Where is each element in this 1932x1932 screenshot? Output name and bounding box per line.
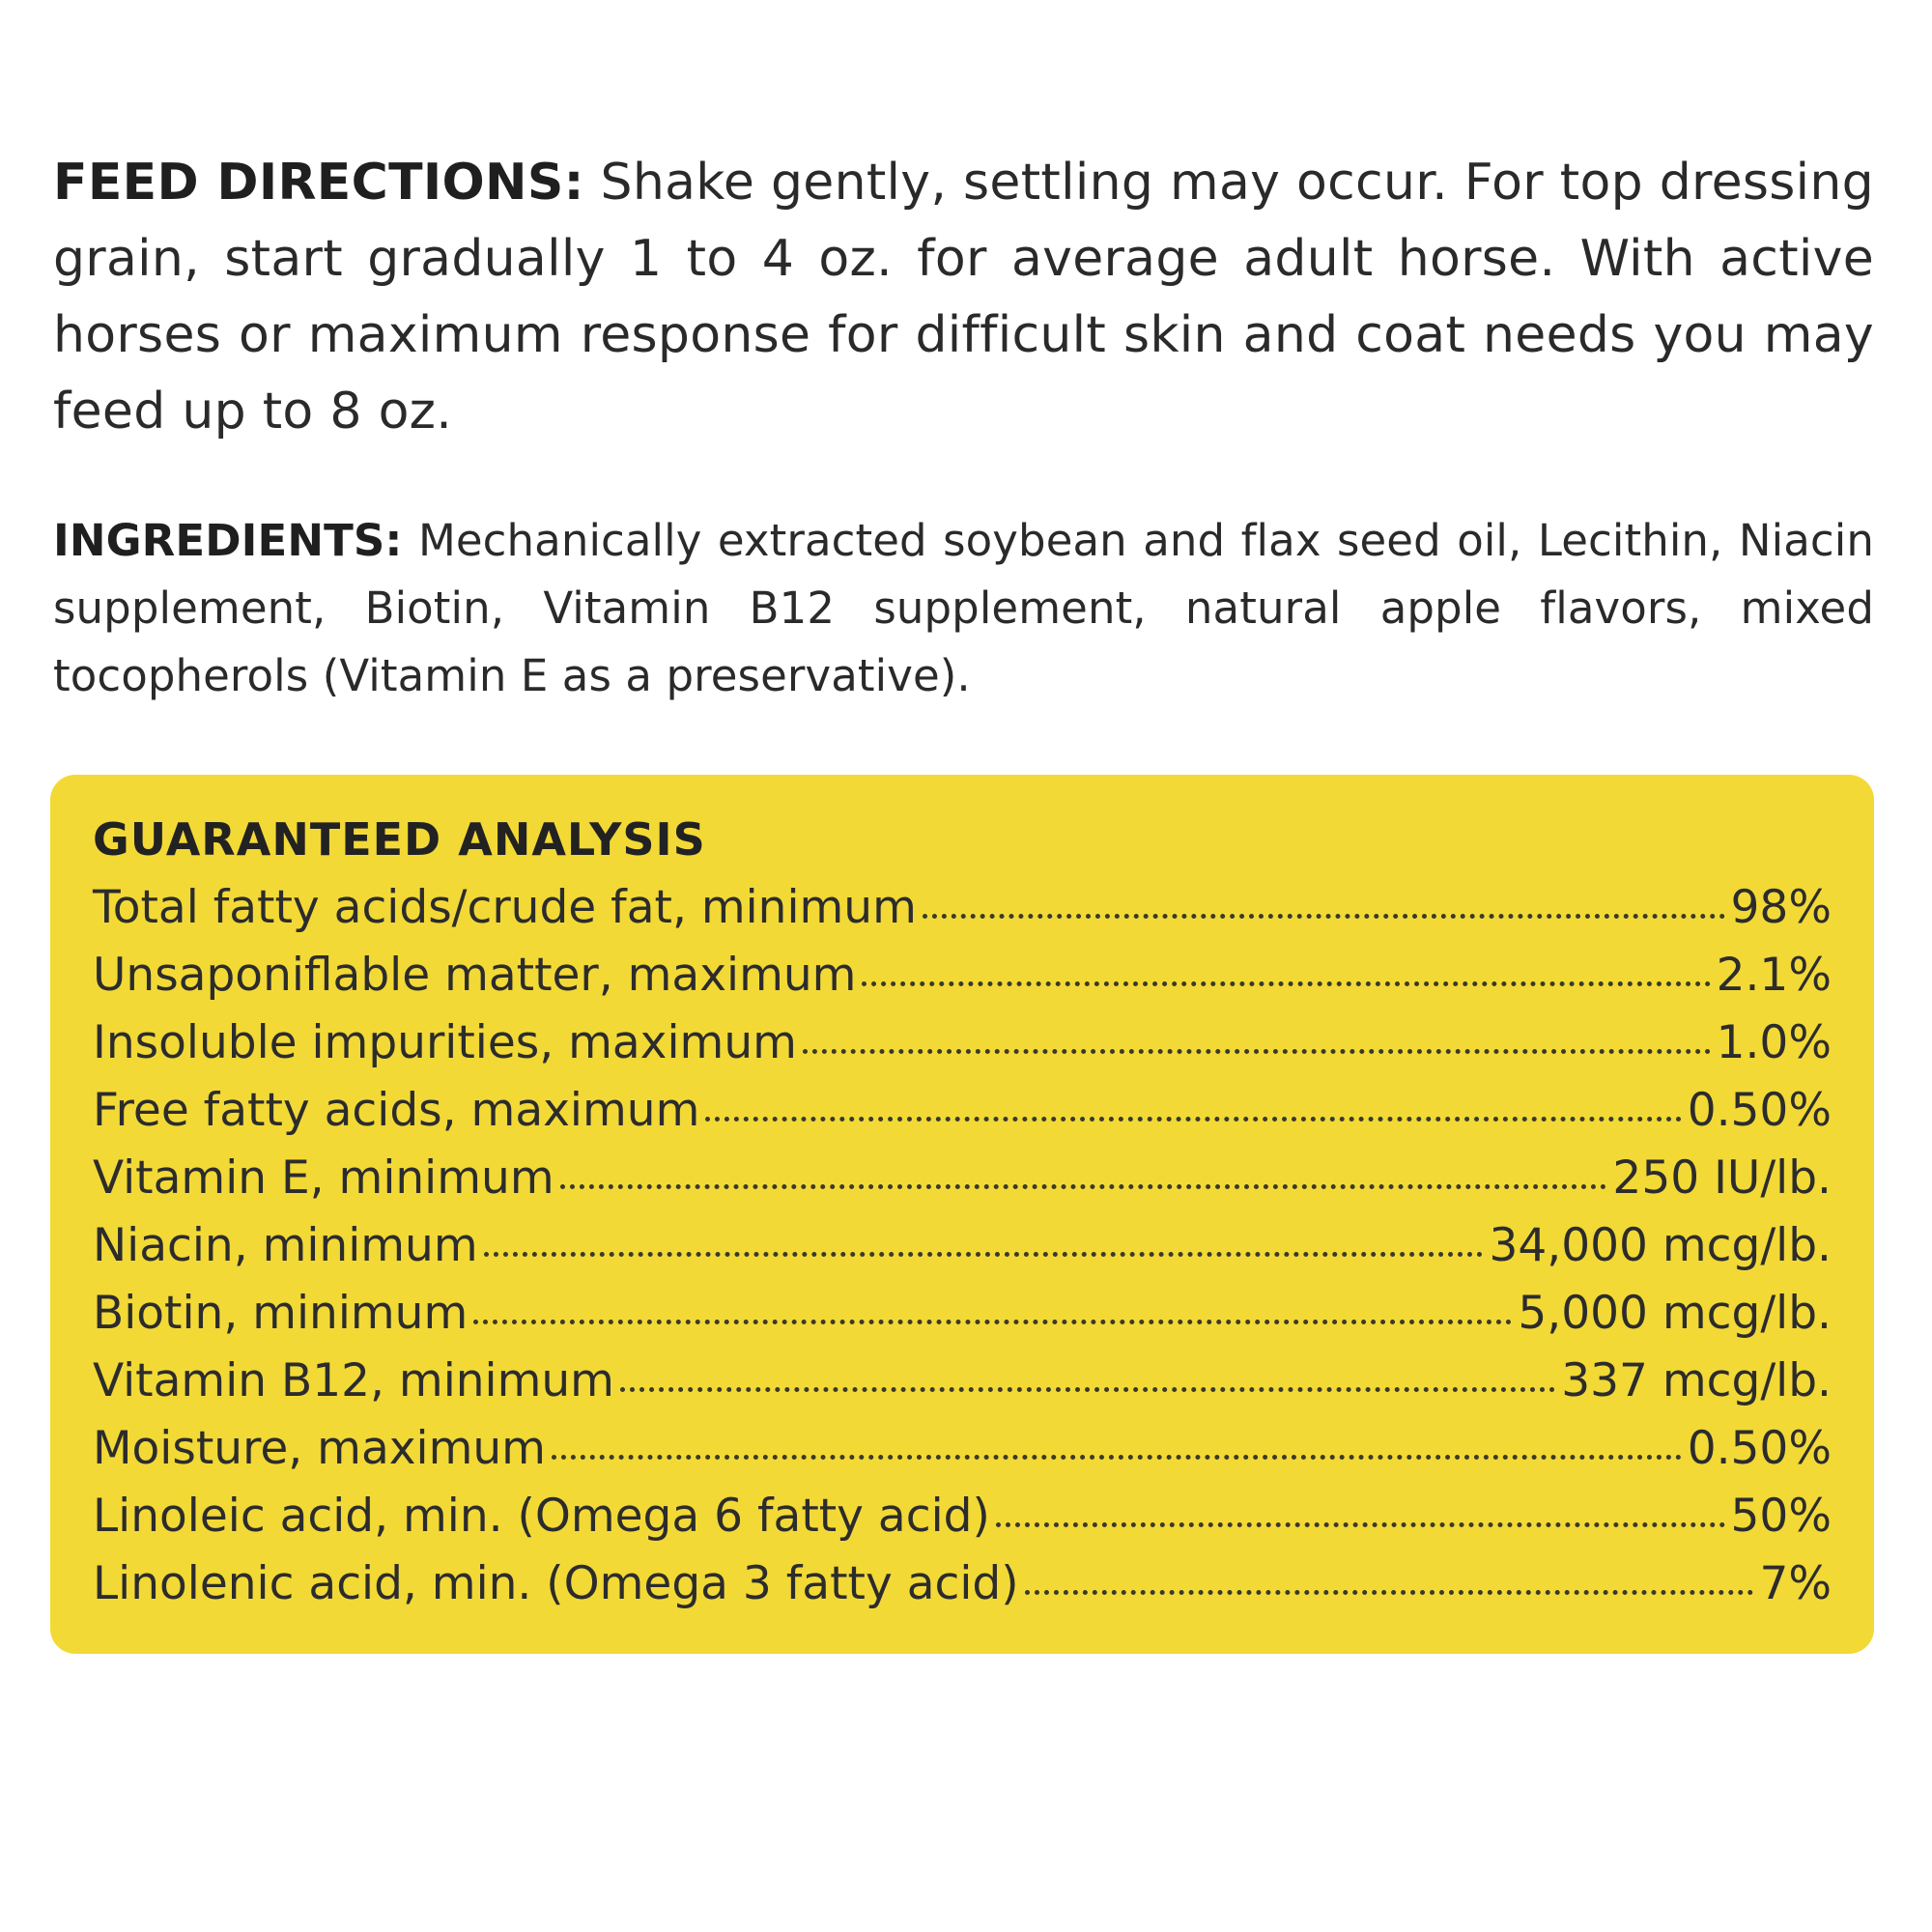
analysis-row-name: Free fatty acids, maximum <box>93 1084 700 1137</box>
analysis-row <box>93 1422 1832 1490</box>
analysis-table <box>93 881 1832 1625</box>
dot-leader <box>560 1184 1607 1189</box>
dot-leader <box>552 1455 1682 1460</box>
analysis-row <box>93 1151 1832 1219</box>
analysis-row-value: 5,000 mcg/lb. <box>1518 1287 1832 1340</box>
analysis-row <box>93 1219 1832 1287</box>
analysis-row-name: Linoleic acid, min. (Omega 6 fatty acid) <box>93 1490 990 1543</box>
dot-leader <box>620 1387 1555 1392</box>
analysis-row-name: Moisture, maximum <box>93 1422 546 1475</box>
dot-leader <box>705 1117 1681 1122</box>
analysis-row-value: 1.0% <box>1716 1016 1832 1069</box>
analysis-row-name: Biotin, minimum <box>93 1287 469 1340</box>
dot-leader <box>473 1320 1512 1324</box>
ingredients-text: Mechanically extracted soybean and flax seed oil, Lecithin, Niacin supplement, Biotin, Vitamin B12 supplement, natural apple flavors, mixed tocopherols (Vitamin E as a preservative). <box>53 515 1874 701</box>
analysis-row-name: Unsaponiflable matter, maximum <box>93 949 857 1002</box>
analysis-row <box>93 1084 1832 1151</box>
dot-leader <box>862 981 1710 986</box>
analysis-row-name: Niacin, minimum <box>93 1219 478 1272</box>
analysis-row-value: 0.50% <box>1687 1084 1832 1137</box>
analysis-row-value: 50% <box>1730 1490 1832 1543</box>
analysis-row-value: 34,000 mcg/lb. <box>1489 1219 1832 1272</box>
analysis-row <box>93 1354 1832 1422</box>
feed-directions-paragraph <box>53 145 1874 450</box>
guaranteed-analysis-panel <box>50 775 1874 1654</box>
dot-leader <box>996 1522 1725 1527</box>
analysis-row <box>93 1557 1832 1625</box>
dot-leader <box>803 1049 1711 1054</box>
analysis-row-value: 337 mcg/lb. <box>1561 1354 1832 1407</box>
guaranteed-analysis-title: GUARANTEED ANALYSIS <box>93 813 706 866</box>
dot-leader <box>484 1252 1484 1257</box>
ingredients-label: INGREDIENTS: <box>53 515 403 566</box>
analysis-row <box>93 1490 1832 1557</box>
analysis-row-value: 98% <box>1730 881 1832 934</box>
analysis-row <box>93 1016 1832 1084</box>
analysis-row-name: Insoluble impurities, maximum <box>93 1016 797 1069</box>
analysis-row-value: 7% <box>1759 1557 1832 1610</box>
analysis-row-name: Vitamin B12, minimum <box>93 1354 614 1407</box>
analysis-row-name: Linolenic acid, min. (Omega 3 fatty acid) <box>93 1557 1019 1610</box>
ingredients-paragraph <box>53 507 1874 710</box>
dot-leader <box>923 914 1725 919</box>
analysis-row <box>93 1287 1832 1354</box>
dot-leader <box>1025 1590 1754 1595</box>
analysis-row-name: Vitamin E, minimum <box>93 1151 554 1205</box>
feed-directions-label: FEED DIRECTIONS: <box>53 154 584 212</box>
analysis-row <box>93 949 1832 1016</box>
analysis-row-name: Total fatty acids/crude fat, minimum <box>93 881 917 934</box>
analysis-row-value: 0.50% <box>1687 1422 1832 1475</box>
feed-directions-text: Shake gently, settling may occur. For top dressing grain, start gradually 1 to 4 oz. for average adult horse. With active horses or maximum response for difficult skin and coat needs you may feed up to 8 oz. <box>53 154 1874 440</box>
analysis-row-value: 2.1% <box>1716 949 1832 1002</box>
analysis-row-value: 250 IU/lb. <box>1612 1151 1832 1205</box>
analysis-row <box>93 881 1832 949</box>
